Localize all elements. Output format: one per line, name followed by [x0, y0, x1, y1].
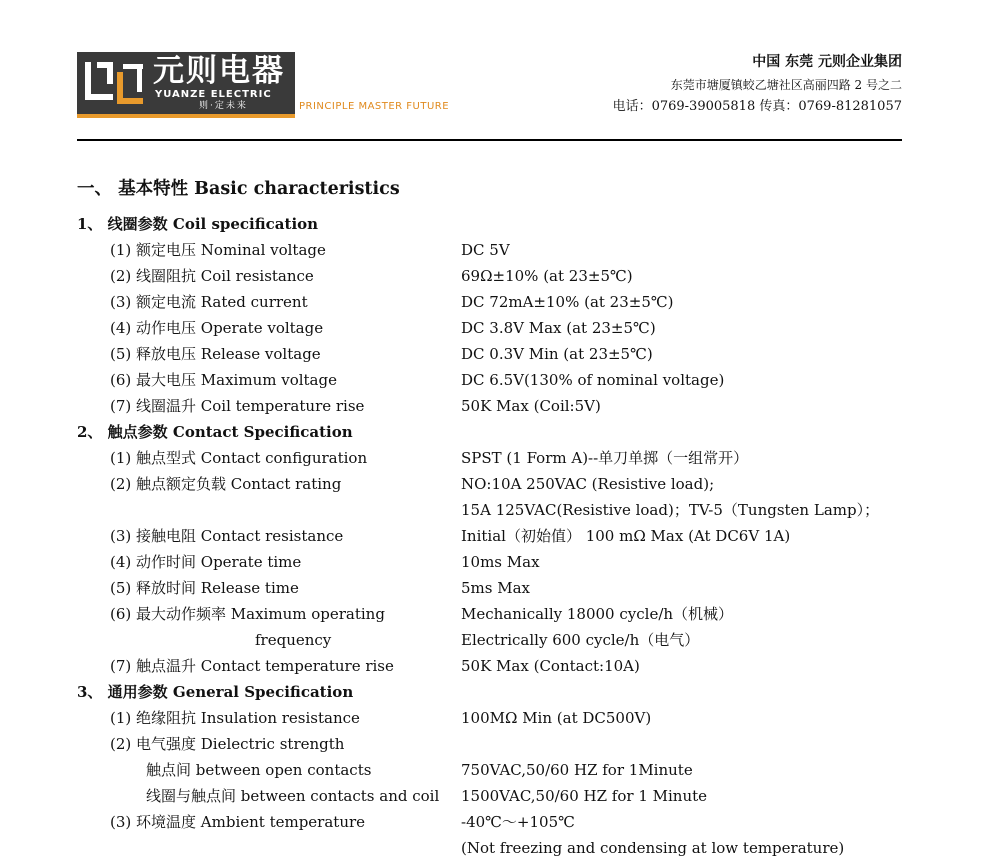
spec-label: (1) 绝缘阻抗 Insulation resistance: [110, 709, 360, 727]
spec-row: [0, 549, 994, 575]
spec-value: 10ms Max: [461, 553, 540, 571]
spec-value: 1500VAC,50/60 HZ for 1 Minute: [461, 787, 708, 805]
spec-label: (1) 触点型式 Contact configuration: [110, 449, 368, 467]
spec-section-row: [0, 211, 994, 237]
page-title: 一、 基本特性 Basic characteristics: [77, 179, 400, 199]
spec-value: Mechanically 18000 cycle/h（机械）: [461, 605, 734, 623]
spec-value: NO:10A 250VAC (Resistive load);: [461, 475, 715, 493]
spec-row: [0, 471, 994, 497]
spec-label: (3) 环境温度 Ambient temperature: [110, 813, 366, 831]
company-address: 东莞市塘厦镇蛟乙塘社区高丽四路 2 号之二: [670, 78, 902, 92]
spec-row: [0, 263, 994, 289]
spec-row: [0, 705, 994, 731]
logo-slogan: 则·定未来: [199, 101, 248, 111]
spec-list: [0, 211, 994, 861]
spec-value: Initial（初始值） 100 mΩ Max (At DC6V 1A): [461, 527, 791, 545]
section-heading: 1、 线圈参数 Coil specification: [77, 215, 319, 233]
spec-value: DC 3.8V Max (at 23±5℃): [461, 319, 656, 337]
spec-label: frequency: [255, 631, 332, 649]
spec-row: [0, 575, 994, 601]
spec-label: (3) 接触电阻 Contact resistance: [110, 527, 344, 545]
header-divider: [77, 139, 902, 141]
spec-label: (4) 动作时间 Operate time: [110, 553, 302, 571]
spec-row: [0, 809, 994, 835]
logo-accent-bar: [77, 114, 295, 118]
spec-label: (7) 线圈温升 Coil temperature rise: [110, 397, 365, 415]
spec-label: 线圈与触点间 between contacts and coil: [146, 787, 440, 805]
spec-value: Electrically 600 cycle/h（电气）: [461, 631, 700, 649]
spec-value: -40℃～+105℃: [461, 813, 575, 831]
spec-value: 100MΩ Min (at DC500V): [461, 709, 652, 727]
spec-row: [0, 289, 994, 315]
spec-value: SPST (1 Form A)--单刀单掷（一组常开）: [461, 449, 749, 467]
spec-label: (2) 触点额定负载 Contact rating: [110, 475, 342, 493]
spec-section-row: [0, 419, 994, 445]
company-phone: 电话：0769-39005818 传真：0769-81281057: [612, 99, 902, 114]
spec-row: [0, 731, 994, 757]
spec-value: 15A 125VAC(Resistive load)；TV-5（Tungsten Lamp）；: [461, 501, 880, 519]
logo-chinese-name: 元则电器: [153, 53, 285, 89]
spec-row: [0, 783, 994, 809]
spec-value: DC 0.3V Min (at 23±5℃): [461, 345, 653, 363]
spec-row: [0, 393, 994, 419]
spec-label: (2) 线圈阻抗 Coil resistance: [110, 267, 314, 285]
spec-row: [0, 237, 994, 263]
spec-row: [0, 341, 994, 367]
spec-label: (5) 释放电压 Release voltage: [110, 345, 321, 363]
spec-label: (6) 最大动作频率 Maximum operating: [110, 605, 385, 623]
spec-label: (7) 触点温升 Contact temperature rise: [110, 657, 394, 675]
spec-row: [0, 315, 994, 341]
spec-value: 750VAC,50/60 HZ for 1Minute: [461, 761, 693, 779]
company-name: 中国 东莞 元则企业集团: [752, 54, 902, 70]
spec-value: DC 5V: [461, 241, 510, 259]
section-heading: 2、 触点参数 Contact Specification: [77, 423, 353, 441]
spec-label: (4) 动作电压 Operate voltage: [110, 319, 324, 337]
spec-value: 69Ω±10% (at 23±5℃): [461, 267, 633, 285]
spec-label: (1) 额定电压 Nominal voltage: [110, 241, 326, 259]
company-info: [613, 52, 902, 117]
spec-label: (2) 电气强度 Dielectric strength: [110, 735, 345, 753]
spec-value: DC 6.5V(130% of nominal voltage): [461, 371, 725, 389]
spec-label: (5) 释放时间 Release time: [110, 579, 299, 597]
spec-value: 50K Max (Contact:10A): [461, 657, 640, 675]
spec-row: [0, 445, 994, 471]
spec-row: [0, 497, 994, 523]
spec-label: (3) 额定电流 Rated current: [110, 293, 308, 311]
spec-label: (6) 最大电压 Maximum voltage: [110, 371, 337, 389]
spec-value: 5ms Max: [461, 579, 530, 597]
spec-row: [0, 601, 994, 627]
logo-mark-icon: [83, 58, 147, 108]
spec-label: 触点间 between open contacts: [146, 761, 372, 779]
spec-row: [0, 653, 994, 679]
company-logo: [77, 52, 295, 114]
spec-row: [0, 835, 994, 861]
spec-section-row: [0, 679, 994, 705]
spec-value: (Not freezing and condensing at low temperature): [461, 839, 845, 857]
logo-english-name: YUANZE ELECTRIC: [155, 89, 272, 100]
spec-row: [0, 523, 994, 549]
spec-row: [0, 757, 994, 783]
spec-row: [0, 367, 994, 393]
spec-value: 50K Max (Coil:5V): [461, 397, 601, 415]
spec-row: [0, 627, 994, 653]
section-heading: 3、 通用参数 General Specification: [77, 683, 354, 701]
spec-value: DC 72mA±10% (at 23±5℃): [461, 293, 674, 311]
principle-slogan: PRINCIPLE MASTER FUTURE: [299, 101, 450, 112]
